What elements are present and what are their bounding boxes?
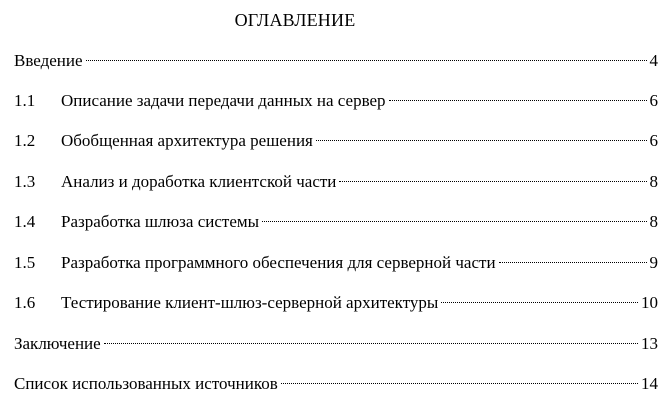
- toc-dot-leader: [389, 100, 647, 101]
- toc-entry-page: 8: [649, 212, 658, 231]
- toc-entry-number: 1.5: [14, 253, 36, 272]
- toc-entry-introduction: [14, 50, 658, 72]
- toc-entry-page: 6: [649, 131, 658, 150]
- toc-entry-references: [14, 373, 658, 395]
- toc-entry-conclusion: [14, 333, 658, 355]
- toc-entry-title: Разработка шлюза системы: [61, 212, 260, 231]
- toc-entry-page: 14: [641, 374, 658, 393]
- toc-dot-leader: [441, 302, 638, 303]
- toc-entry-page: 9: [649, 253, 658, 272]
- toc-entry-number: 1.6: [14, 293, 36, 312]
- toc-entry-1-6: [14, 292, 658, 314]
- toc-entry-title: Введение: [14, 51, 83, 70]
- toc-entry-title: Тестирование клиент-шлюз-серверной архитектуры: [61, 293, 439, 312]
- toc-entry-page: 10: [641, 293, 658, 312]
- toc-entry-title: Обобщенная архитектура решения: [61, 131, 313, 150]
- toc-dot-leader: [339, 181, 646, 182]
- toc-entry-page: 13: [641, 334, 658, 353]
- toc-entry-1-1: [14, 90, 658, 112]
- toc-entry-title: Заключение: [14, 334, 101, 353]
- toc-dot-leader: [316, 140, 647, 141]
- toc-entry-number: 1.3: [14, 172, 36, 191]
- toc-entry-page: 8: [649, 172, 658, 191]
- toc-dot-leader: [86, 60, 647, 61]
- toc-entry-1-2: [14, 130, 658, 152]
- toc-entry-title: Описание задачи передачи данных на сервер: [61, 91, 386, 110]
- toc-entry-title: Анализ и доработка клиентской части: [61, 172, 337, 191]
- toc-entry-1-3: [14, 171, 658, 193]
- toc-entry-page: 4: [649, 51, 658, 70]
- toc-dot-leader: [262, 221, 646, 222]
- toc-entry-number: 1.2: [14, 131, 36, 150]
- toc-entry-title: Разработка программного обеспечения для серверной части: [61, 253, 496, 272]
- toc-entry-number: 1.4: [14, 212, 36, 231]
- toc-entry-1-5: [14, 252, 658, 274]
- toc-entry-title: Список использованных источников: [14, 374, 278, 393]
- toc-entry-page: 6: [649, 91, 658, 110]
- toc-dot-leader: [104, 343, 638, 344]
- toc-dot-leader: [281, 383, 638, 384]
- toc-dot-leader: [499, 262, 647, 263]
- toc-entry-number: 1.1: [14, 91, 36, 110]
- toc-title: ОГЛАВЛЕНИЕ: [234, 10, 356, 30]
- toc-entry-1-4: [14, 211, 658, 233]
